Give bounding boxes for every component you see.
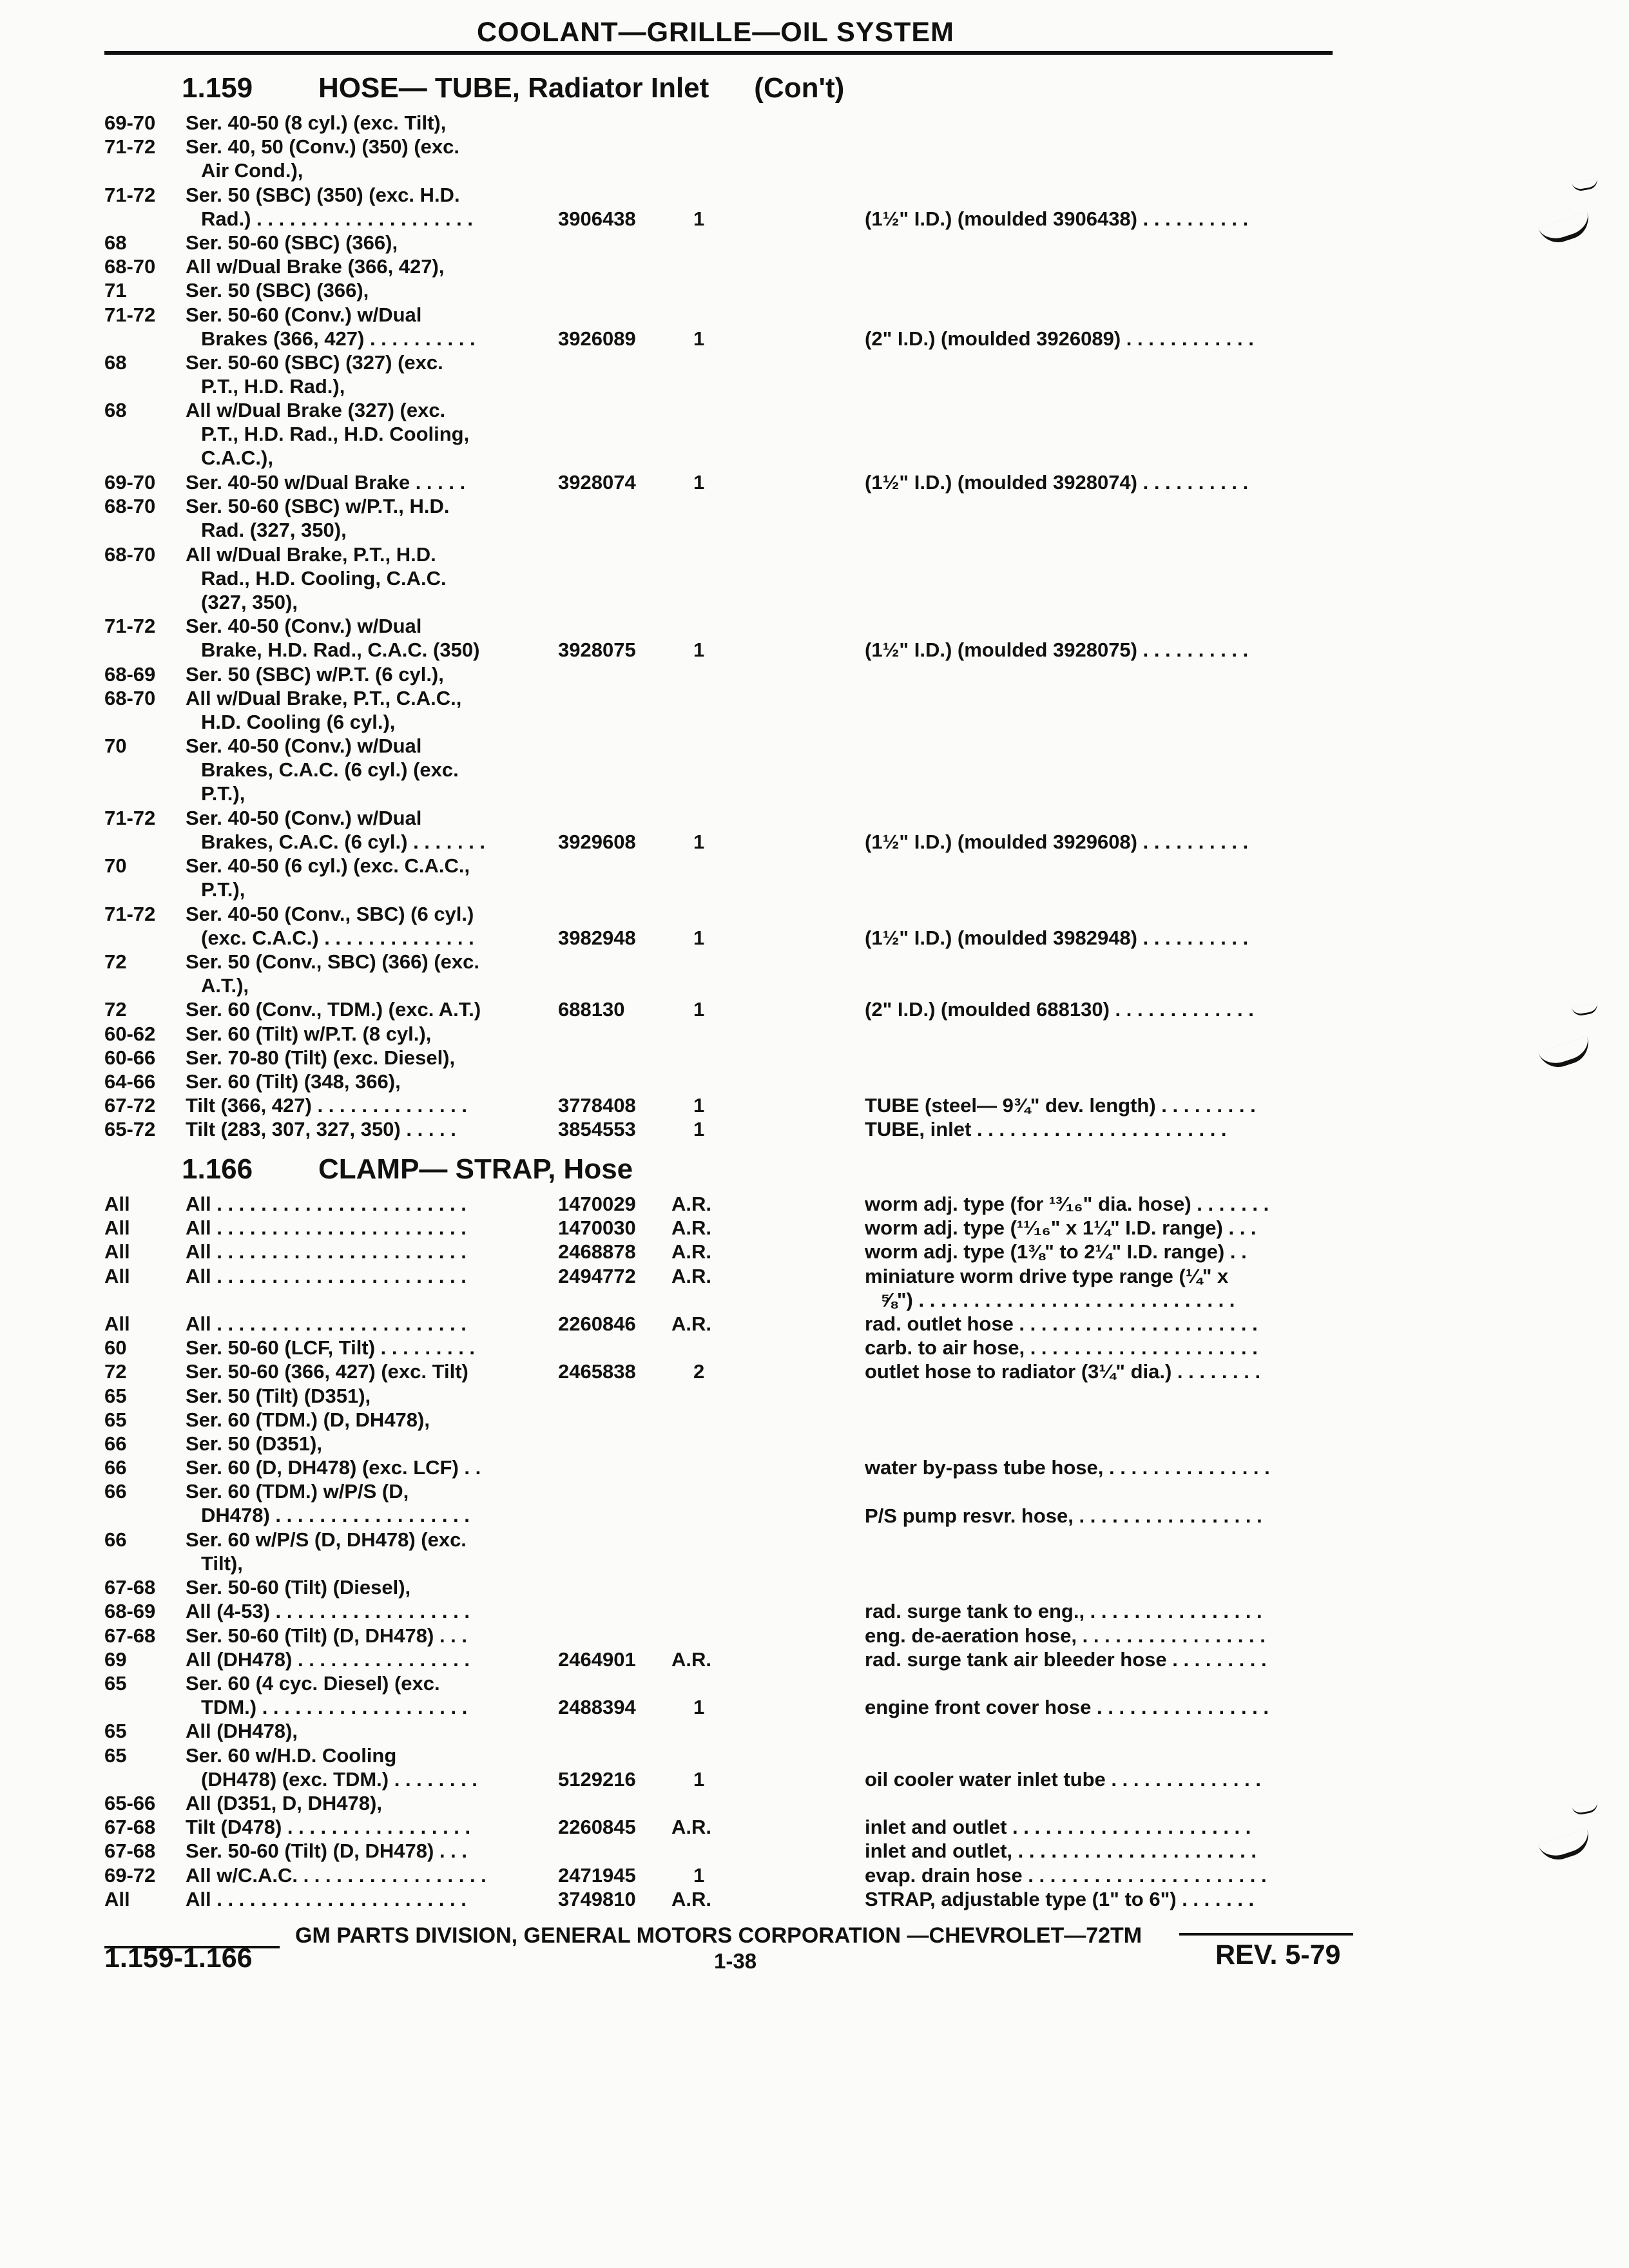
model-years: 68-70 (104, 543, 156, 566)
part-number: 5129216 (558, 1767, 636, 1791)
quantity: 1 (693, 327, 705, 350)
model-years: 65-72 (104, 1118, 156, 1141)
application-description (186, 1839, 643, 1863)
description-line: Ser. 40-50 (6 cyl.) (exc. C.A.C., (186, 854, 470, 878)
parts-entry (104, 997, 1348, 1021)
description-line: Ser. 60 (Tilt) w/P.T. (8 cyl.), (186, 1022, 432, 1045)
part-number: 1470030 (558, 1216, 636, 1240)
description-line: Ser. 40, 50 (Conv.) (350) (exc. (186, 135, 460, 159)
part-note: (1½" I.D.) (moulded 3929608) . . . . . . . . . . (865, 830, 1249, 853)
parts-entry (104, 1432, 1348, 1456)
quantity: A.R. (671, 1887, 711, 1910)
model-years: 70 (104, 735, 127, 758)
section-heading (182, 1153, 633, 1186)
parts-entry (104, 398, 1348, 470)
application-description (186, 255, 643, 278)
part-note: worm adj. type (1⅜" to 2¼" I.D. range) . . (865, 1240, 1247, 1264)
description-line: All w/Dual Brake, P.T., H.D. (186, 543, 436, 566)
model-years: 66 (104, 1480, 127, 1503)
quantity: 1 (693, 998, 705, 1021)
quantity: 1 (693, 926, 705, 949)
description-line: Ser. 60 (TDM.) w/P/S (D, (186, 1480, 409, 1503)
description-line: Ser. 40-50 (Conv.) w/Dual (186, 615, 422, 638)
description-line: Ser. 50-60 (Tilt) (D, DH478) . . . (186, 1624, 468, 1647)
description-line: Tilt (283, 307, 327, 350) . . . . . (186, 1118, 456, 1141)
description-line: P.T., H.D. Rad., H.D. Cooling, (201, 423, 470, 446)
model-years: 72 (104, 950, 127, 973)
parts-entry (104, 854, 1348, 901)
parts-entry (104, 662, 1348, 686)
parts-entry (104, 734, 1348, 806)
model-years: All (104, 1216, 130, 1240)
application-description (186, 351, 643, 398)
part-note: water by-pass tube hose, . . . . . . . . . . . . . . . (865, 1456, 1270, 1479)
parts-entry (104, 1192, 1348, 1216)
application-description (186, 686, 643, 734)
parts-entry (104, 1791, 1348, 1815)
part-note: eng. de-aeration hose, . . . . . . . . . . . . . . . . . (865, 1624, 1266, 1647)
description-line: Ser. 50-60 (LCF, Tilt) . . . . . . . . . (186, 1336, 476, 1360)
description-line: All . . . . . . . . . . . . . . . . . . . . . . . (186, 1264, 467, 1287)
model-years: 64-66 (104, 1070, 156, 1093)
header-rule (104, 51, 1333, 55)
model-years: 65 (104, 1408, 127, 1431)
model-years: All (104, 1312, 130, 1335)
description-line: H.D. Cooling (6 cyl.), (201, 710, 396, 733)
part-note: carb. to air hose, . . . . . . . . . . . . . . . . . . . . . (865, 1336, 1258, 1360)
description-line: Ser. 50 (SBC) (350) (exc. H.D. (186, 183, 460, 206)
description-line: Ser. 40-50 (Conv., SBC) (6 cyl.) (186, 902, 474, 925)
model-years: 67-68 (104, 1576, 156, 1599)
part-note-continued: ⅝") . . . . . . . . . . . . . . . . . . . . . . . . . . . . . (880, 1288, 1235, 1311)
quantity: A.R. (671, 1264, 711, 1287)
description-line: All . . . . . . . . . . . . . . . . . . . . . . . (186, 1240, 467, 1264)
description-line: Ser. 50 (Conv., SBC) (366) (exc. (186, 950, 479, 973)
model-years: 67-68 (104, 1816, 156, 1839)
part-note: (1½" I.D.) (moulded 3928075) . . . . . . . . . . (865, 639, 1249, 662)
part-number: 3982948 (558, 926, 636, 949)
description-line: Brakes (366, 427) . . . . . . . . . . (201, 327, 476, 350)
description-line: Ser. 60 (4 cyc. Diesel) (exc. (186, 1672, 440, 1695)
quantity: 1 (693, 1863, 705, 1887)
application-description (186, 734, 643, 805)
parts-entry (104, 1671, 1348, 1719)
description-line: Brakes, C.A.C. (6 cyl.) (exc. (201, 758, 459, 782)
application-description (186, 494, 643, 542)
quantity: 1 (693, 1094, 705, 1117)
model-years: All (104, 1887, 130, 1910)
description-line: Ser. 40-50 (Conv.) w/Dual (186, 806, 422, 829)
footer-page-number: 1-38 (714, 1949, 757, 1973)
application-description (186, 1336, 643, 1360)
model-years: 60-62 (104, 1022, 156, 1045)
model-years: 66 (104, 1528, 127, 1551)
part-number: 3854553 (558, 1118, 636, 1141)
application-description (186, 135, 643, 182)
model-years: 67-68 (104, 1840, 156, 1863)
description-line: All . . . . . . . . . . . . . . . . . . . . . . . (186, 1216, 467, 1240)
description-line: Ser. 40-50 (8 cyl.) (exc. Tilt), (186, 111, 447, 134)
description-line: P.T.), (201, 878, 246, 901)
description-line: Ser. 50-60 (SBC) (366), (186, 231, 398, 254)
part-note: P/S pump resvr. hose, . . . . . . . . . . . . . . . . . (865, 1504, 1262, 1527)
model-years: 72 (104, 1360, 127, 1383)
part-note: inlet and outlet . . . . . . . . . . . . . . . . . . . . . . (865, 1816, 1251, 1839)
model-years: All (104, 1193, 130, 1215)
parts-entry (104, 1240, 1348, 1264)
parts-entry (104, 1384, 1348, 1408)
description-line: (exc. C.A.C.) . . . . . . . . . . . . . . (201, 926, 474, 949)
application-description (186, 1022, 643, 1046)
section-title: CLAMP— STRAP, Hose (318, 1153, 633, 1185)
model-years: 72 (104, 998, 127, 1021)
description-line: P.T., H.D. Rad.), (201, 375, 345, 398)
description-line: Ser. 60 (TDM.) (D, DH478), (186, 1408, 430, 1431)
application-description (186, 1624, 643, 1648)
application-description (186, 662, 643, 686)
part-number: 1470029 (558, 1193, 636, 1215)
parts-entry (104, 1046, 1348, 1070)
application-description (186, 1575, 643, 1599)
binder-mark (1572, 1003, 1599, 1017)
description-line: Ser. 50-60 (Tilt) (D, DH478) . . . (186, 1840, 468, 1863)
binder-mark (1538, 1036, 1594, 1072)
quantity: A.R. (671, 1648, 711, 1671)
parts-entry (104, 278, 1348, 302)
description-line: All w/Dual Brake (327) (exc. (186, 399, 446, 422)
description-line: Air Cond.), (201, 159, 304, 182)
description-line: All . . . . . . . . . . . . . . . . . . . . . . . (186, 1312, 467, 1335)
parts-entry (104, 111, 1348, 135)
binder-mark (1572, 1802, 1599, 1816)
description-line: All (4-53) . . . . . . . . . . . . . . . . . . (186, 1600, 470, 1623)
footer-revision: REV. 5-79 (1215, 1939, 1341, 1970)
model-years: 69-72 (104, 1863, 156, 1887)
description-line: Ser. 50 (D351), (186, 1432, 322, 1455)
parts-entry (104, 1575, 1348, 1599)
parts-entry (104, 1599, 1348, 1623)
part-number: 2464901 (558, 1648, 636, 1671)
part-number: 2488394 (558, 1696, 636, 1719)
application-description (186, 231, 643, 255)
parts-entry (104, 1408, 1348, 1432)
parts-entry (104, 183, 1348, 231)
description-line: Ser. 50-60 (SBC) (327) (exc. (186, 351, 443, 374)
application-description (186, 278, 643, 302)
quantity: 1 (693, 1696, 705, 1719)
description-line: Tilt), (201, 1552, 243, 1575)
parts-entry (104, 1863, 1348, 1887)
description-line: Brake, H.D. Rad., C.A.C. (350) (201, 639, 480, 662)
parts-entry (104, 614, 1348, 662)
model-years: 68 (104, 351, 127, 374)
parts-entry (104, 303, 1348, 351)
model-years: 67-68 (104, 1624, 156, 1647)
model-years: 65 (104, 1744, 127, 1767)
description-line: Ser. 60 (D, DH478) (exc. LCF) . . (186, 1456, 481, 1479)
model-years: 69-70 (104, 111, 156, 134)
quantity: 1 (693, 207, 705, 230)
part-number: 3929608 (558, 830, 636, 853)
description-line: Ser. 50 (SBC) w/P.T. (6 cyl.), (186, 662, 444, 686)
description-line: Ser. 70-80 (Tilt) (exc. Diesel), (186, 1046, 456, 1069)
part-note: (1½" I.D.) (moulded 3906438) . . . . . . . . . . (865, 207, 1249, 230)
description-line: All . . . . . . . . . . . . . . . . . . . . . . . (186, 1887, 467, 1910)
description-line: All (D351, D, DH478), (186, 1792, 382, 1814)
binder-mark (1538, 1829, 1594, 1865)
description-line: Rad. (327, 350), (201, 519, 347, 542)
quantity: A.R. (671, 1193, 711, 1215)
description-line: A.T.), (201, 974, 249, 997)
part-note: TUBE, inlet . . . . . . . . . . . . . . . . . . . . . . . (865, 1118, 1227, 1141)
description-line: Ser. 60 w/P/S (D, DH478) (exc. (186, 1528, 467, 1551)
model-years: 68-70 (104, 255, 156, 278)
part-note: engine front cover hose . . . . . . . . . . . . . . . . (865, 1696, 1269, 1719)
section-heading (182, 72, 844, 104)
parts-entry (104, 1839, 1348, 1863)
parts-entry (104, 1022, 1348, 1046)
parts-entry (104, 1456, 1348, 1479)
parts-entry (104, 1624, 1348, 1648)
parts-entry (104, 1744, 1348, 1791)
model-years: 60-66 (104, 1046, 156, 1069)
application-description (186, 1719, 643, 1743)
quantity: A.R. (671, 1216, 711, 1240)
description-line: P.T.), (201, 782, 246, 805)
parts-entry (104, 950, 1348, 997)
description-line: All (DH478), (186, 1720, 298, 1743)
description-line: All w/Dual Brake (366, 427), (186, 255, 445, 278)
application-description (186, 1384, 643, 1408)
application-description (186, 398, 643, 470)
quantity: 1 (693, 639, 705, 662)
parts-entry (104, 1479, 1348, 1527)
part-number: 3749810 (558, 1887, 636, 1910)
section-number: 1.166 (182, 1153, 253, 1185)
quantity: 1 (693, 1118, 705, 1141)
application-description (186, 1479, 643, 1527)
parts-entry (104, 351, 1348, 398)
section-number: 1.159 (182, 72, 253, 104)
description-line: DH478) . . . . . . . . . . . . . . . . . . (201, 1504, 470, 1527)
footer-company: GM PARTS DIVISION, GENERAL MOTORS CORPORATION —CHEVROLET—72TM (295, 1923, 1142, 1948)
description-line: Ser. 50-60 (366, 427) (exc. Tilt) (186, 1360, 468, 1383)
part-number: 2494772 (558, 1264, 636, 1287)
part-number: 2260846 (558, 1312, 636, 1335)
application-description (186, 854, 643, 901)
description-line: Rad., H.D. Cooling, C.A.C. (201, 566, 447, 590)
quantity: A.R. (671, 1240, 711, 1264)
parts-entry (104, 470, 1348, 494)
model-years: 68-70 (104, 495, 156, 518)
model-years: 71-72 (104, 615, 156, 638)
model-years: 69-70 (104, 471, 156, 494)
parts-entry (104, 1815, 1348, 1839)
parts-entry (104, 1093, 1348, 1117)
description-line: Ser. 50-60 (SBC) w/P.T., H.D. (186, 495, 450, 518)
parts-entry (104, 1336, 1348, 1360)
section-continued: (Con't) (754, 72, 845, 104)
application-description (186, 543, 643, 614)
part-note: worm adj. type (for ¹³⁄₁₆" dia. hose) . . . . . . . (865, 1193, 1269, 1215)
model-years: 71-72 (104, 135, 156, 159)
page-header-title: COOLANT—GRILLE—OIL SYSTEM (477, 17, 954, 48)
parts-entry (104, 902, 1348, 950)
model-years: All (104, 1240, 130, 1264)
parts-entry (104, 1719, 1348, 1743)
part-note: oil cooler water inlet tube . . . . . . . . . . . . . . (865, 1767, 1261, 1791)
model-years: 70 (104, 854, 127, 878)
part-number: 3928074 (558, 471, 636, 494)
description-line: TDM.) . . . . . . . . . . . . . . . . . . . (201, 1696, 468, 1718)
application-description (186, 1046, 643, 1070)
description-line: All w/Dual Brake, P.T., C.A.C., (186, 686, 462, 709)
model-years: 68-69 (104, 1600, 156, 1623)
part-number: 2260845 (558, 1816, 636, 1839)
description-line: Ser. 60 w/H.D. Cooling (186, 1744, 397, 1767)
model-years: 65 (104, 1384, 127, 1407)
model-years: 67-72 (104, 1094, 156, 1117)
description-line: Ser. 60 (Tilt) (348, 366), (186, 1070, 401, 1093)
parts-entry (104, 1887, 1348, 1911)
description-line: Ser. 50-60 (Conv.) w/Dual (186, 303, 422, 326)
quantity: 1 (693, 471, 705, 494)
application-description (186, 1432, 643, 1456)
description-line: Ser. 50-60 (Tilt) (Diesel), (186, 1576, 411, 1599)
parts-entry (104, 231, 1348, 255)
parts-entry (104, 1070, 1348, 1093)
description-line: Ser. 50 (SBC) (366), (186, 279, 369, 302)
part-number: 2468878 (558, 1240, 636, 1264)
part-note: (2" I.D.) (moulded 3926089) . . . . . . . . . . . . (865, 327, 1254, 350)
binder-mark (1538, 211, 1594, 247)
part-note: inlet and outlet, . . . . . . . . . . . . . . . . . . . . . . (865, 1840, 1257, 1863)
parts-entry (104, 1216, 1348, 1240)
quantity: 1 (693, 830, 705, 853)
part-note: TUBE (steel— 9¾" dev. length) . . . . . . . . . (865, 1094, 1256, 1117)
part-note: rad. outlet hose . . . . . . . . . . . . . . . . . . . . . . (865, 1312, 1258, 1335)
part-number: 3778408 (558, 1094, 636, 1117)
parts-entry (104, 1648, 1348, 1671)
description-line: (DH478) (exc. TDM.) . . . . . . . . (201, 1767, 477, 1791)
parts-entry (104, 1117, 1348, 1141)
parts-entry (104, 135, 1348, 182)
parts-entry (104, 1360, 1348, 1383)
binder-mark (1572, 178, 1599, 193)
model-years: 71 (104, 279, 127, 302)
footer-section-range: 1.159-1.166 (104, 1943, 253, 1974)
footer-rule-right (1179, 1933, 1353, 1936)
application-description (186, 1528, 643, 1575)
model-years: 69 (104, 1648, 127, 1671)
model-years: 66 (104, 1456, 127, 1479)
parts-entry (104, 1312, 1348, 1336)
part-note: (1½" I.D.) (moulded 3982948) . . . . . . . . . . (865, 926, 1249, 949)
application-description (186, 111, 643, 135)
part-note: (1½" I.D.) (moulded 3928074) . . . . . . . . . . (865, 471, 1249, 494)
description-line: C.A.C.), (201, 447, 273, 470)
part-number: 2465838 (558, 1360, 636, 1383)
part-number: 3928075 (558, 639, 636, 662)
parts-entry (104, 686, 1348, 734)
application-description (186, 1408, 643, 1432)
parts-entry (104, 543, 1348, 615)
part-number: 688130 (558, 998, 625, 1021)
part-note: rad. surge tank to eng., . . . . . . . . . . . . . . . . (865, 1600, 1262, 1623)
parts-entry (104, 494, 1348, 542)
description-line: All (DH478) . . . . . . . . . . . . . . . . (186, 1648, 470, 1671)
model-years: 60 (104, 1336, 127, 1360)
application-description (186, 950, 643, 997)
model-years: 68-69 (104, 662, 156, 686)
part-number: 2471945 (558, 1863, 636, 1887)
part-number: 3906438 (558, 207, 636, 230)
model-years: 68 (104, 399, 127, 422)
description-line: Ser. 40-50 (Conv.) w/Dual (186, 735, 422, 758)
model-years: 65 (104, 1672, 127, 1695)
description-line: (327, 350), (201, 590, 298, 613)
model-years: All (104, 1264, 130, 1287)
application-description (186, 1070, 643, 1093)
description-line: Ser. 50 (Tilt) (D351), (186, 1384, 371, 1407)
model-years: 66 (104, 1432, 127, 1455)
description-line: Ser. 40-50 w/Dual Brake . . . . . (186, 471, 466, 494)
section-title: HOSE— TUBE, Radiator Inlet (318, 72, 709, 104)
part-number: 3926089 (558, 327, 636, 350)
part-note: evap. drain hose . . . . . . . . . . . . . . . . . . . . . . (865, 1863, 1267, 1887)
model-years: 71-72 (104, 303, 156, 326)
parts-entry (104, 806, 1348, 854)
part-note: (2" I.D.) (moulded 688130) . . . . . . . . . . . . . (865, 998, 1254, 1021)
parts-entry (104, 1264, 1348, 1312)
application-description (186, 1456, 643, 1479)
description-line: Brakes, C.A.C. (6 cyl.) . . . . . . . (201, 830, 486, 853)
description-line: Rad.) . . . . . . . . . . . . . . . . . . . . (201, 207, 474, 230)
part-note: worm adj. type (¹¹⁄₁₆" x 1¼" I.D. range) . . . (865, 1216, 1257, 1240)
model-years: 65 (104, 1720, 127, 1743)
quantity: 1 (693, 1767, 705, 1791)
model-years: 68-70 (104, 686, 156, 709)
part-note: miniature worm drive type range (¼" x (865, 1264, 1229, 1287)
part-note: STRAP, adjustable type (1" to 6") . . . . . . . (865, 1887, 1255, 1910)
description-line: Tilt (D478) . . . . . . . . . . . . . . . . . (186, 1816, 471, 1839)
model-years: 68 (104, 231, 127, 254)
parts-entry (104, 255, 1348, 278)
quantity: A.R. (671, 1816, 711, 1839)
quantity: A.R. (671, 1312, 711, 1335)
description-line: All w/C.A.C. . . . . . . . . . . . . . . . . . (186, 1863, 487, 1887)
part-note: outlet hose to radiator (3¼" dia.) . . . . . . . . (865, 1360, 1261, 1383)
model-years: 71-72 (104, 806, 156, 829)
description-line: Ser. 60 (Conv., TDM.) (exc. A.T.) (186, 998, 481, 1021)
model-years: 71-72 (104, 183, 156, 206)
application-description (186, 1599, 643, 1623)
model-years: 65-66 (104, 1792, 156, 1814)
model-years: 71-72 (104, 902, 156, 925)
parts-entry (104, 1528, 1348, 1575)
quantity: 2 (693, 1360, 705, 1383)
description-line: All . . . . . . . . . . . . . . . . . . . . . . . (186, 1193, 467, 1215)
description-line: Tilt (366, 427) . . . . . . . . . . . . . . (186, 1094, 468, 1117)
part-note: rad. surge tank air bleeder hose . . . . . . . . . (865, 1648, 1267, 1671)
application-description (186, 1791, 643, 1815)
